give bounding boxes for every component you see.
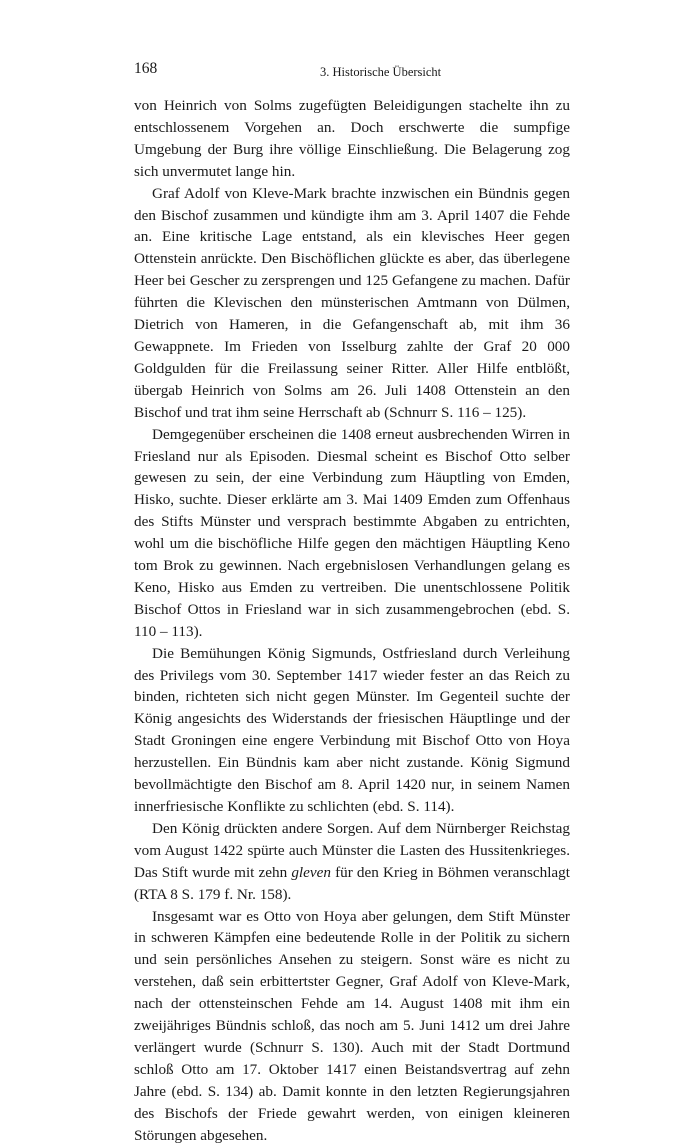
paragraph-3 [134,424,570,643]
paragraph-text: Den König drückten andere Sorgen. Auf dem Nürnberger Reichstag vom August 1422 spürte auch Münster die Lasten des Hussitenkrieges. Das Stift wurde mit zehn [134,819,570,881]
paragraph-5 [134,818,570,906]
paragraph-text: für den Krieg in Böhmen veranschlagt (RTA 8 S. 179 f. Nr. 158). [134,863,570,903]
paragraph-text: Demgegenüber erscheinen die 1408 erneut ausbrechenden Wirren in Friesland nur als Episoden. Diesmal scheint es Bischof Otto selber gewesen zu sein, der eine Verbindung zum Häuptling von Emden, Hisko, suchte. Dieser erklärte am 3. Mai 1409 Emden zum Offenhaus des Stifts Münster und versprach bestimmte Abgaben zu entrichten, wohl um die bischöfliche Hilfe gegen den mächtigen Häuptling Keno tom Brok zu gewinnen. Nach ergebnislosen Verhandlungen gelang es Keno, Hisko aus Emden zu vertreiben. Die unentschlossene Politik Bischof Ottos in Friesland war in sich zusammengebrochen (ebd. S. 110 – 113). [134,425,570,640]
italic-term: gleven [291,863,331,881]
paragraph-text: von Heinrich von Solms zugefügten Beleidigungen stachelte ihn zu entschlossenem Vorgehen an. Doch erschwerte die sumpfige Umgebung der Burg ihre völlige Einschließung. Die Belagerung zog sich unvermutet lange hin. [134,97,570,180]
page-number: 168 [134,60,158,77]
body-text [134,95,570,1147]
paragraph-1 [134,95,570,183]
paragraph-text: Graf Adolf von Kleve-Mark brachte inzwischen ein Bündnis gegen den Bischof zusammen und kündigte ihm am 3. April 1407 die Fehde an. Eine kritische Lage entstand, als ein klevisches Heer gegen Ottenstein anrückte. Den Bischöflichen glückte es aber, das überlegene Heer bei Gescher zu zersprengen und 125 Gefangene zu machen. Dafür führten die Klevischen den münsterischen Amtmann von Dülmen, Dietrich von Hameren, in die Gefangenschaft ab, mit ihm 36 Gewappnete. Im Frieden von Isselburg zahlte der Graf 20 000 Goldgulden für die Freilassung seiner Ritter. Aller Hilfe entblößt, übergab Heinrich von Solms am 26. Juli 1408 Ottenstein an den Bischof und trat ihm seine Herrschaft ab (Schnurr S. 116 – 125). [134,184,570,421]
paragraph-4 [134,643,570,818]
paragraph-2 [134,183,570,424]
paragraph-6 [134,906,570,1147]
running-head: 3. Historische Übersicht [320,65,442,79]
paragraph-text: Die Bemühungen König Sigmunds, Ostfriesland durch Verleihung des Privilegs vom 30. September 1417 wieder fester an das Reich zu binden, richteten sich nicht gegen Münster. Im Gegenteil suchte der König angesichts des Widerstands der friesischen Häuptlinge und der Stadt Groningen eine engere Verbindung mit Bischof Otto von Hoya herzustellen. Ein Bündnis kam aber nicht zustande. König Sigmund bevollmächtigte den Bischof am 8. April 1420 nur, in seinem Namen innerfriesische Konflikte zu schlichten (ebd. S. 114). [134,644,570,815]
paragraph-text: Insgesamt war es Otto von Hoya aber gelungen, dem Stift Münster in schweren Kämpfen eine bedeutende Rolle in der Politik zu sichern und sein persönliches Ansehen zu steigern. Sonst wäre es nicht zu verstehen, daß sein erbittertster Gegner, Graf Adolf von Kleve-Mark, nach der ottensteinschen Fehde am 14. August 1408 mit ihm ein zweijähriges Bündnis schloß, das noch am 5. Juni 1412 um drei Jahre verlängert wurde (Schnurr S. 130). Auch mit der Stadt Dortmund schloß Otto am 17. Oktober 1417 einen Beistandsvertrag auf zehn Jahre (ebd. S. 134) ab. Damit konnte in den letzten Regierungsjahren des Bischofs der Friede gewahrt werden, von einigen kleineren Störungen abgesehen. [134,907,570,1144]
